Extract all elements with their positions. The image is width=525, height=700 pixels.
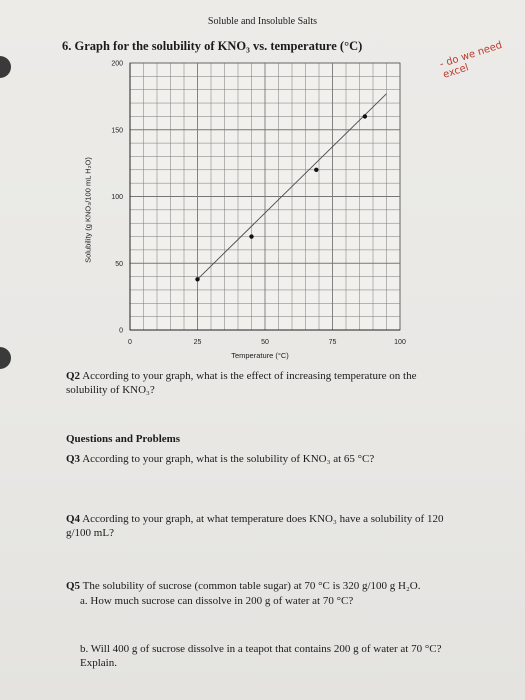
question-text: According to your graph, what is the effect of increasing temperature on the solubility of KNO₃? xyxy=(66,370,417,397)
question-q2 xyxy=(66,369,451,398)
question-q5a: a. How much sucrose can dissolve in 200 g of water at 70 °C? xyxy=(80,595,354,607)
y-axis-label: Solubility (g KNO₃/100 mL H₂O) xyxy=(83,157,93,263)
question-q5b: b. Will 400 g of sucrose dissolve in a teapot that contains 200 g of water at 70 °C? Explain. xyxy=(80,643,442,670)
section-heading: Questions and Problems xyxy=(66,433,181,445)
x-axis-label: Temperature (°C) xyxy=(231,351,289,360)
question-q3 xyxy=(66,452,451,466)
x-tick-label: 0 xyxy=(128,339,132,346)
question-text: The solubility of sucrose (common table sugar) at 70 °C is 320 g/100 g H₂O. xyxy=(82,580,421,592)
y-tick-label: 50 xyxy=(115,260,123,268)
graph-question-title: 6. Graph for the solubility of KNO₃ vs. temperature (°C) xyxy=(62,39,363,53)
question-number: Q4 xyxy=(66,513,81,525)
question-number: Q5 xyxy=(66,580,81,592)
y-tick-label: 200 xyxy=(111,60,123,68)
y-tick-label: 0 xyxy=(119,327,123,335)
x-tick-label: 75 xyxy=(328,339,337,346)
question-number: Q3 xyxy=(66,453,81,465)
data-point xyxy=(249,234,253,238)
question-text: According to your graph, at what temperature does KNO₃ have a solubility of 120 g/100 mL? xyxy=(66,513,444,540)
data-point xyxy=(314,168,318,172)
page-header: Soluble and Insoluble Salts xyxy=(207,16,318,27)
y-tick-label: 100 xyxy=(111,194,123,201)
question-number: Q2 xyxy=(66,370,81,382)
x-tick-label: 50 xyxy=(261,339,269,346)
question-text: According to your graph, what is the solubility of KNO₃ at 65 °C? xyxy=(82,453,375,465)
x-tick-label: 25 xyxy=(193,339,202,346)
x-tick-label: 100 xyxy=(394,339,406,346)
data-point xyxy=(195,277,199,281)
question-q5 xyxy=(66,579,451,593)
y-tick-label: 150 xyxy=(111,127,123,135)
handwritten-note: - do we need excel xyxy=(438,39,504,81)
question-q4 xyxy=(66,512,451,541)
data-point xyxy=(363,114,367,118)
chart-grid xyxy=(130,63,400,330)
